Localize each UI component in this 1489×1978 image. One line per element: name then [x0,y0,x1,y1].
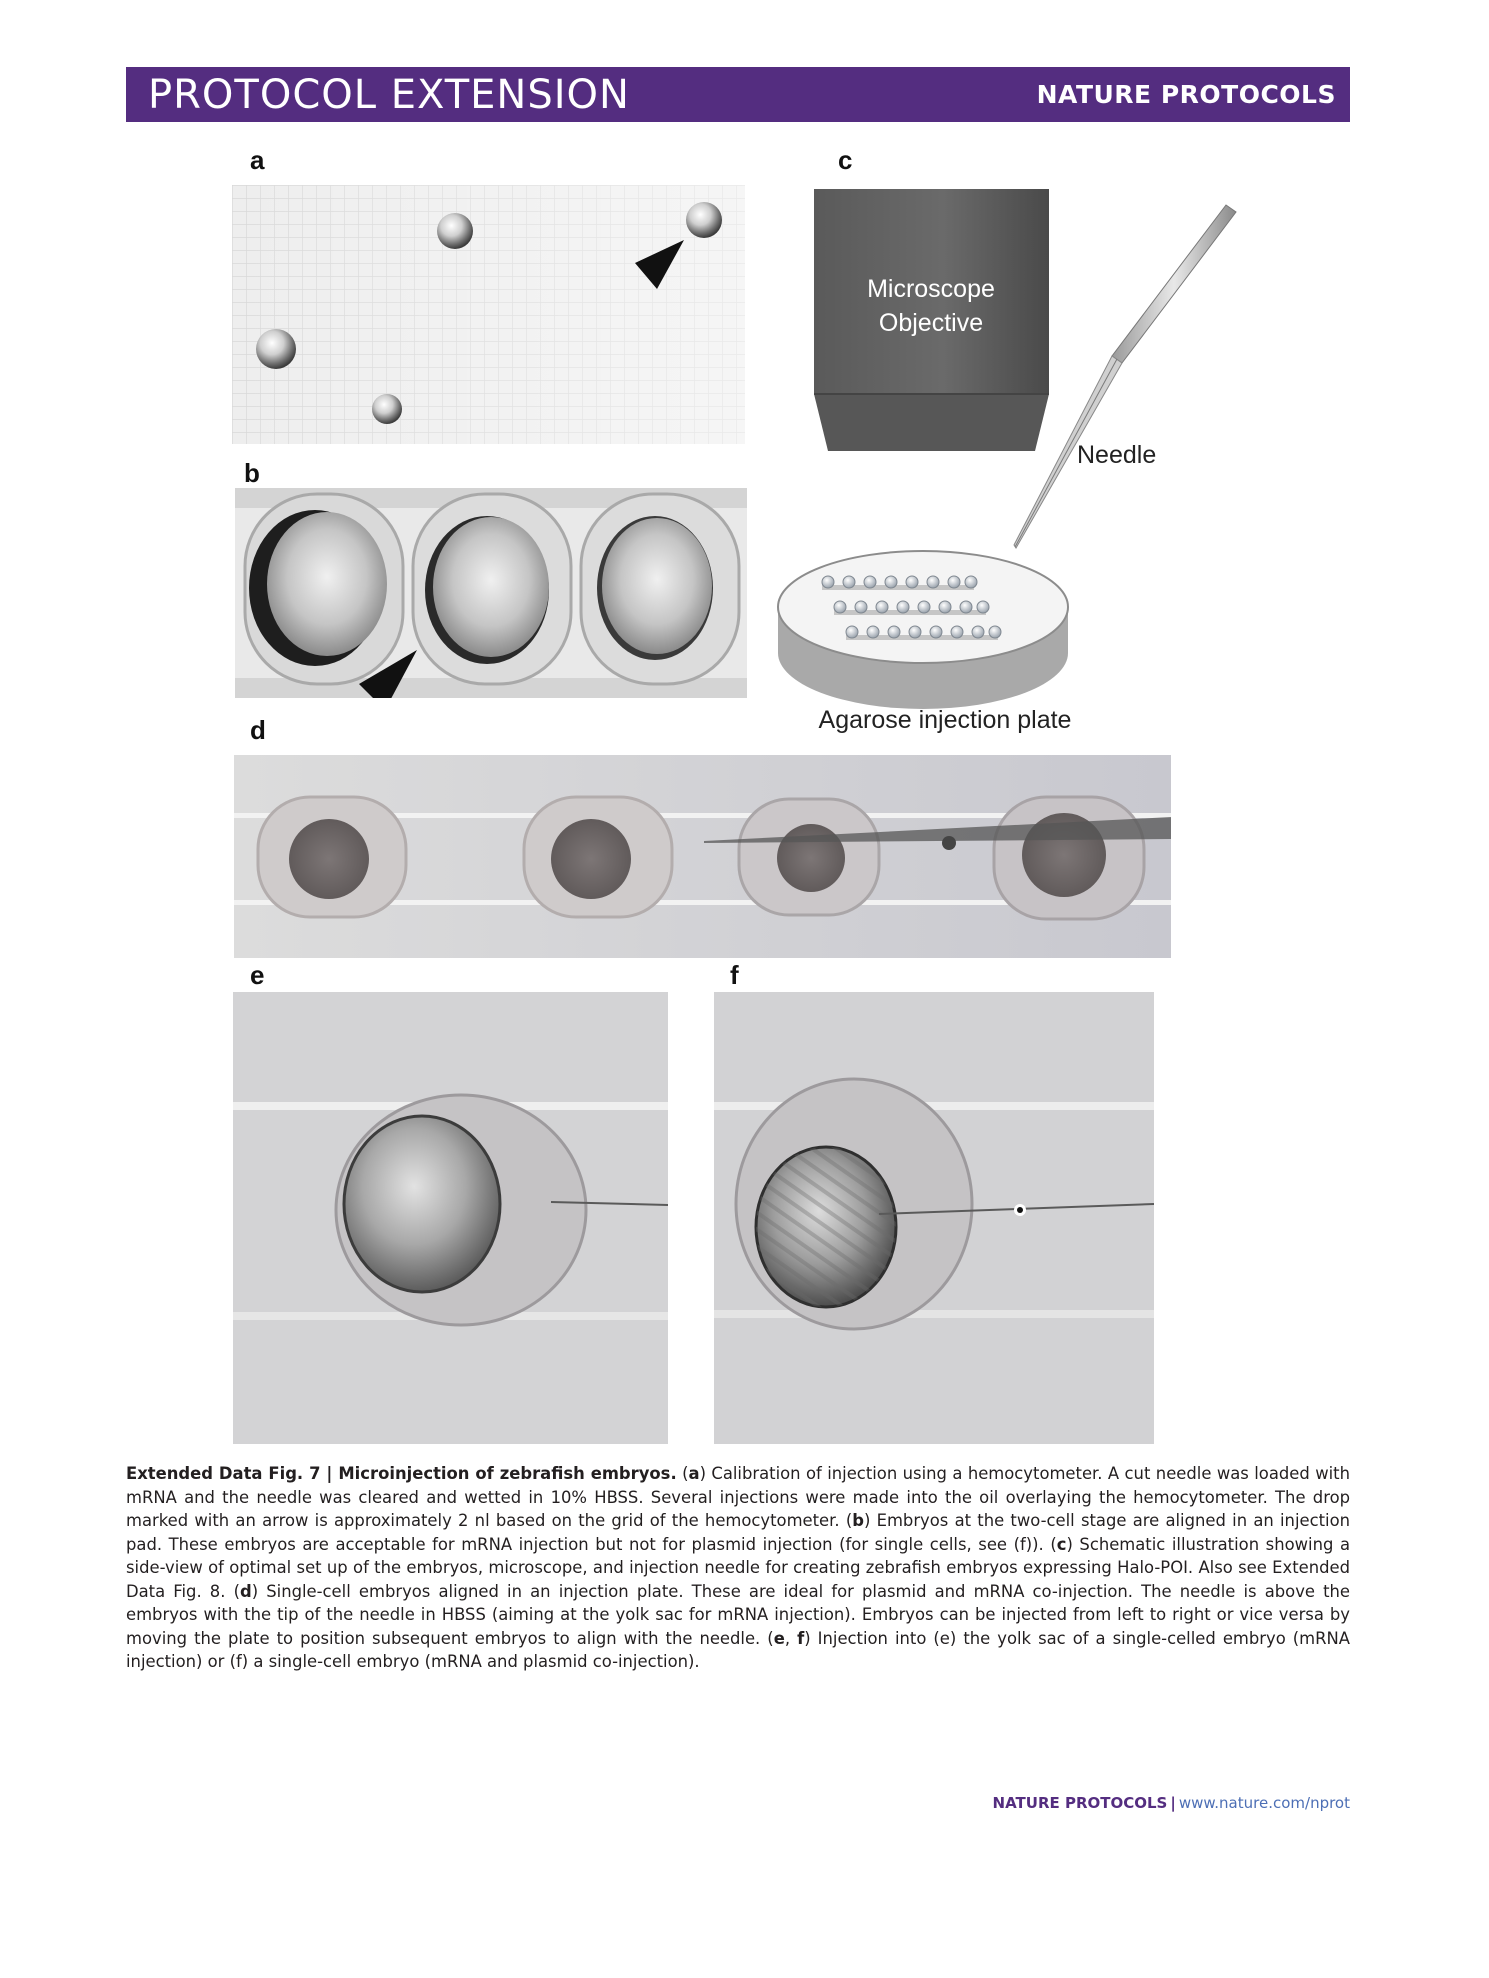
caption-panel-ref: f [797,1628,805,1648]
caption-d-text: ) Single-cell embryos aligned in an injection plate. These are ideal for plasmid and mRNA co-injection. The needle is above the embryos with the tip of the needle in HBSS (aiming at the yolk sac for mRNA injection). Embryos can be injected from left to right or vice versa by moving the plate to position subsequent embryos to align with the needle. ( [126,1581,1351,1648]
droplet [437,213,473,249]
embryo [289,819,369,899]
caption-panel-ref: d [239,1581,252,1601]
page-footer [993,1794,1350,1812]
panel-c-schematic [770,185,1260,740]
panel-b-two-cell-embryos [235,488,747,698]
panel-d-single-cell-embryos [234,755,1171,958]
caption-a-text: ) Calibration of injection using a hemocytometer. A cut needle was loaded with mRNA and the needle was cleared and wetted in 10% HBSS. Several injections were made into the oil overlaying the hemocytometer. The drop marked with an arrow is approximately 2 nl based on the grid of the hemocytometer. ( [126,1464,1350,1530]
header-banner [126,67,1350,122]
agarose-plate [778,551,1068,709]
droplet [372,394,402,424]
caption-c-text: ) Schematic illustration showing a side-view of optimal set up of the embryos, microscope, and injection needle for creating zebrafish embryos expressing Halo-POI. Also see Extended Data Fig. 8. ( [126,1534,1350,1601]
caption-b-text: ) Embryos at the two-cell stage are aligned in an injection pad. These embryos are acceptable for mRNA injection but not for plasmid injection (for single cells, see (f)). ( [126,1511,1350,1554]
needle-label: Needle [1077,441,1157,469]
embryo [777,824,845,892]
caption-panel-ref: e [773,1628,785,1648]
caption-fig-label: Extended Data Fig. 7 | Microinjection of zebrafish embryos. [126,1464,677,1483]
footer-url-link[interactable]: www.nature.com/nprot [1178,1794,1350,1812]
section-title: PROTOCOL EXTENSION [148,72,630,118]
embryo [551,819,631,899]
droplet [256,329,296,369]
panel-label-c: c [838,145,853,175]
objective-label: Objective [878,309,984,337]
panel-label-e: e [250,960,265,990]
droplet-marked [686,202,722,238]
footer-journal: NATURE PROTOCOLS [992,1794,1168,1812]
panel-e-yolk-injection [233,992,668,1444]
panel-label-d: d [250,715,266,745]
yolk [344,1116,500,1292]
caption-panel-ref: c [1056,1534,1067,1554]
panel-label-a: a [250,145,265,175]
journal-name: NATURE PROTOCOLS [1036,80,1336,109]
embryo [602,518,712,654]
caption-panel-ref: b [852,1511,864,1530]
panel-a-hemocytometer [232,185,745,444]
embryo [433,517,549,657]
panel-label-b: b [244,458,260,488]
embryo [267,512,387,656]
caption-ef-text: ) Injection into (e) the yolk sac of a single-celled embryo (mRNA injection) or (f) a single-cell embryo (mRNA and plasmid co-injection). [126,1628,1351,1671]
panel-label-f: f [730,960,739,990]
caption-panel-ref: a [688,1464,700,1483]
objective-label: Microscope [867,275,995,303]
figure-caption: Extended Data Fig. 7 | Microinjection of zebrafish embryos. (a) Calibration of injection using a hemocytometer. A cut needle was loaded with mRNA and the needle was cleared and wetted in 10% HBSS. Several injections were made into the oil overlaying the hemocytometer. The drop marked with an arrow is approximately 2 nl based on the grid of the hemocytometer. (b) Embryos at the two-cell stage are aligned in an injection pad. These embryos are acceptable for mRNA injection but not for plasmid injection (for single cells, see (f)). (c) Schematic illustration showing a side-view of optimal set up of the embryos, microscope, and injection needle for creating zebrafish embryos expressing Halo-POI. Also see Extended Data Fig. 8. (d) Single-cell embryos aligned in an injection plate. These are ideal for plasmid and mRNA co-injection. The needle is above the embryos with the tip of the needle in HBSS (aiming at the yolk sac for mRNA injection). Embryos can be injected from left to right or vice versa by moving the plate to position subsequent embryos to align with the needle. (e, f) Injection into (e) the yolk sac of a single-celled embryo (mRNA injection) or (f) a single-cell embryo (mRNA and plasmid co-injection). [126,1464,1351,1671]
footer-separator: | [1170,1794,1176,1812]
caption-ef-sep: , [784,1628,798,1648]
plate-label: Agarose injection plate [818,706,1072,734]
panel-f-single-cell-injection [714,992,1154,1444]
